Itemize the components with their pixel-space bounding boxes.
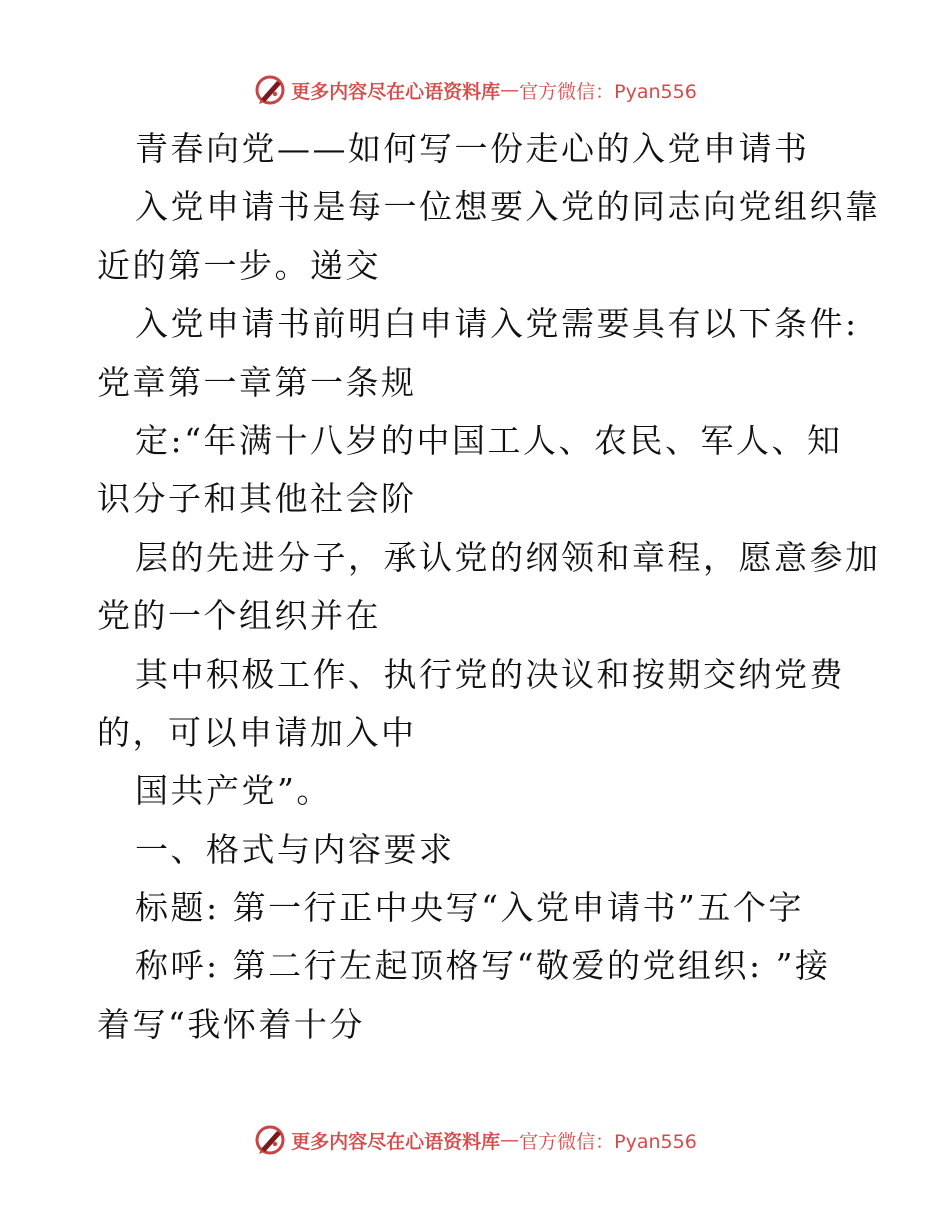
banner-site-text: 更多内容尽在心语资料库 <box>291 1130 501 1153</box>
section-heading: 一、格式与内容要求 <box>135 829 455 869</box>
paragraph-line: 的，可以申请加入中 <box>97 712 417 752</box>
paragraph-line: 定:“年满十八岁的中国工人、农民、军人、知 <box>135 420 843 460</box>
paragraph-line: 入党申请书是每一位想要入党的同志向党组织靠 <box>135 187 881 227</box>
doc-title: 青春向党——如何写一份走心的入党申请书 <box>135 129 810 168</box>
paragraph-line: 称呼: 第二行左起顶格写“敬爱的党组织: ”接 <box>135 946 831 986</box>
banner-separator: — <box>500 79 520 101</box>
pen-logo-icon <box>253 73 287 107</box>
paragraph-line: 近的第一步。递交 <box>97 245 381 285</box>
banner-wechat-text: 官方微信：Pyan556 <box>519 80 697 103</box>
paragraph-line: 识分子和其他社会阶 <box>97 479 417 519</box>
paragraph-line: 标题: 第一行正中央写“入党申请书”五个字 <box>135 888 804 928</box>
paragraph-line: 党的一个组织并在 <box>97 596 381 636</box>
paragraph-line: 着写“我怀着十分 <box>97 1004 365 1044</box>
banner-site-text: 更多内容尽在心语资料库 <box>291 80 501 103</box>
paragraph-line: 层的先进分子，承认党的纲领和章程，愿意参加 <box>135 537 881 577</box>
banner-separator: — <box>500 1129 520 1151</box>
paragraph-line: 国共产党”。 <box>135 771 332 811</box>
pen-logo-icon <box>253 1123 287 1157</box>
header-banner <box>0 70 950 110</box>
paragraph-line: 党章第一章第一条规 <box>97 362 417 402</box>
document-body <box>97 120 881 1054</box>
footer-banner <box>0 1120 950 1160</box>
banner-wechat-text: 官方微信：Pyan556 <box>519 1130 697 1153</box>
paragraph-line: 入党申请书前明白申请入党需要具有以下条件: <box>135 304 859 344</box>
paragraph-line: 其中积极工作、执行党的决议和按期交纳党费 <box>135 654 845 694</box>
